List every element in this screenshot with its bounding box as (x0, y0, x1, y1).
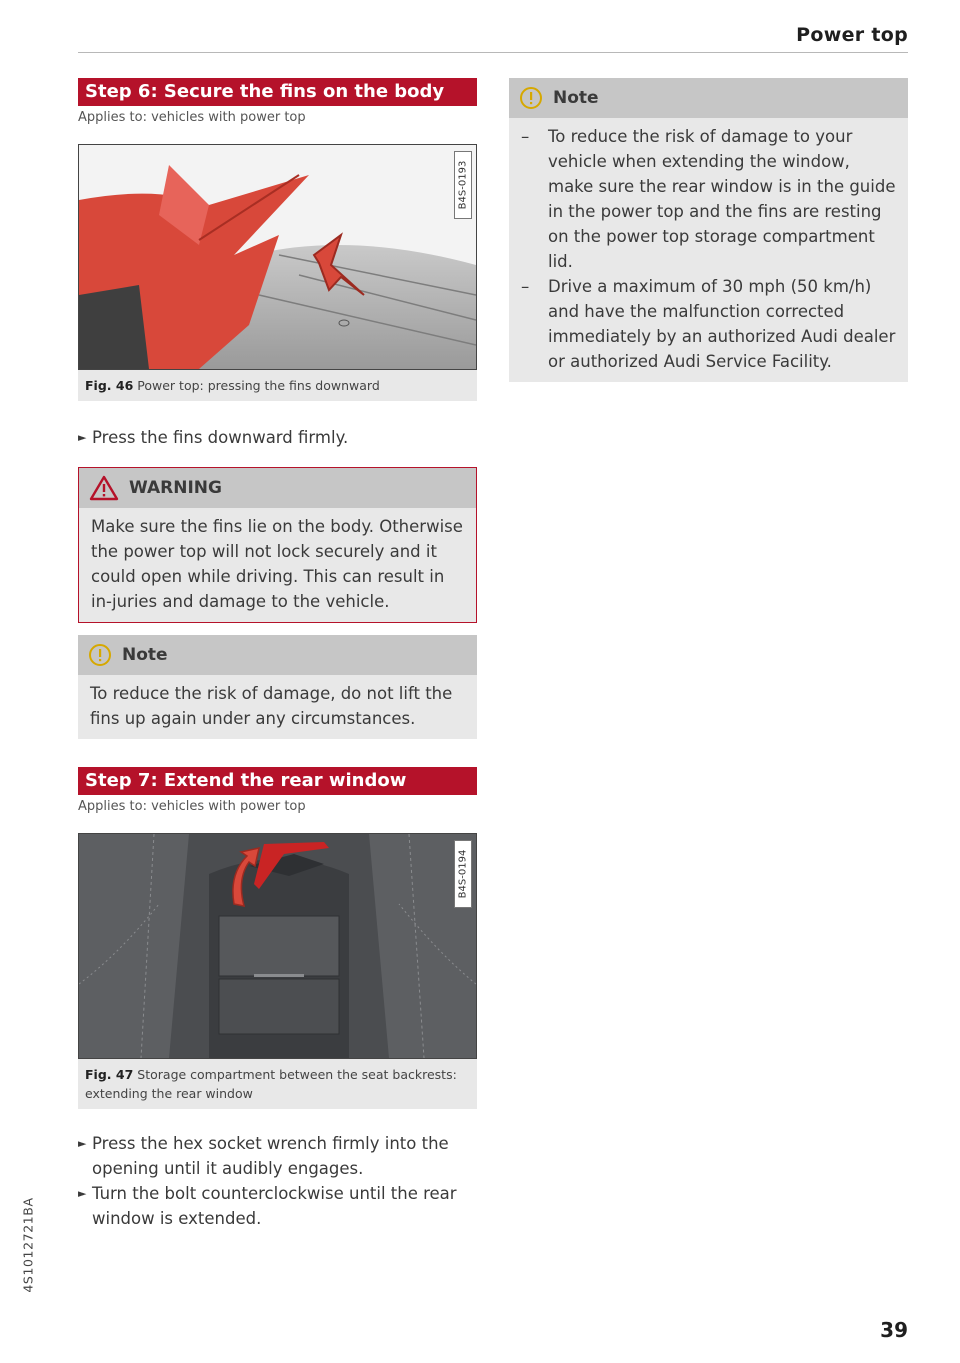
figure-47 (78, 833, 477, 1109)
bullet-triangle-icon: ► (78, 431, 87, 444)
figure-47-image (78, 833, 477, 1059)
note-box-right (509, 78, 908, 382)
figure-46-caption-text: Power top: pressing the fins downward (137, 378, 380, 393)
step7-action-1-text: Press the hex socket wrench firmly into the opening until it audibly engages. (92, 1134, 449, 1178)
bullet-triangle-icon: ► (78, 1187, 87, 1200)
note-body-right (509, 118, 908, 382)
note-header-right (509, 78, 908, 118)
note-item-2-text: Drive a maximum of 30 mph (50 km/h) and have the malfunction corrected immediately by an authorized Audi dealer or authorized Audi Service Facility. (548, 277, 896, 371)
note-item-1: – To reduce the risk of damage to your vehicle when extending the window, make sure the rear window is in the guide in the power top and the fins are resting on the power top storage compartment lid. (521, 127, 896, 271)
figure-47-label: Fig. 47 (85, 1067, 134, 1082)
step6-action (78, 425, 477, 450)
step7-action-2-text: Turn the bolt counterclockwise until the rear window is extended. (92, 1184, 457, 1228)
step7-action-1 (78, 1131, 477, 1181)
note-header-step6 (78, 635, 477, 675)
left-column (78, 78, 477, 1231)
warning-triangle-icon (89, 475, 119, 501)
figure-46-caption (78, 370, 477, 401)
note-title-step6: Note (122, 645, 168, 665)
note-item-1-text: To reduce the risk of damage to your vehicle when extending the window, make sure the rear window is in the guide in the power top and the fins are resting on the power top storage compartment lid. (548, 127, 896, 271)
storage-compartment-illustration (79, 834, 476, 1058)
note-text-step6: To reduce the risk of damage, do not lift the fins up again under any circumstances. (90, 684, 453, 728)
warning-header (79, 468, 476, 508)
step6-applies: Applies to: vehicles with power top (78, 110, 306, 125)
note-title-right: Note (553, 88, 599, 108)
warning-box (78, 467, 477, 623)
step6-action-text: Press the fins downward firmly. (92, 428, 349, 447)
figure-47-caption-text: Storage compartment between the seat backrests: extending the rear window (85, 1067, 457, 1101)
right-column (509, 78, 908, 382)
document-code: 4S1012721BA (20, 1197, 36, 1293)
header-divider (78, 52, 908, 53)
step7-applies: Applies to: vehicles with power top (78, 799, 306, 814)
running-header-title: Power top (796, 24, 908, 46)
figure-47-code-tag: B4S-0194 (454, 840, 472, 908)
warning-title: WARNING (129, 478, 222, 498)
warning-text: Make sure the fins lie on the body. Otherwise the power top will not lock securely and it could open while driving. This can result in in-juries and damage to the vehicle. (91, 517, 463, 611)
step7-action-2 (78, 1181, 477, 1231)
figure-46 (78, 144, 477, 401)
exclamation-circle-icon (88, 643, 112, 667)
figure-46-label: Fig. 46 (85, 378, 134, 393)
exclamation-circle-icon (519, 86, 543, 110)
note-item-2: – Drive a maximum of 30 mph (50 km/h) and have the malfunction corrected immediately by an authorized Audi dealer or authorized Audi Service Facility. (521, 277, 896, 371)
step7-heading: Step 7: Extend the rear window (78, 767, 477, 795)
page-number: 39 (880, 1318, 908, 1342)
bullet-triangle-icon: ► (78, 1137, 87, 1150)
figure-46-image (78, 144, 477, 370)
step6-heading: Step 6: Secure the fins on the body (78, 78, 477, 106)
power-top-fins-illustration (79, 145, 476, 369)
figure-47-caption (78, 1059, 477, 1109)
figure-46-code-tag: B4S-0193 (454, 151, 472, 219)
note-box-step6 (78, 635, 477, 739)
